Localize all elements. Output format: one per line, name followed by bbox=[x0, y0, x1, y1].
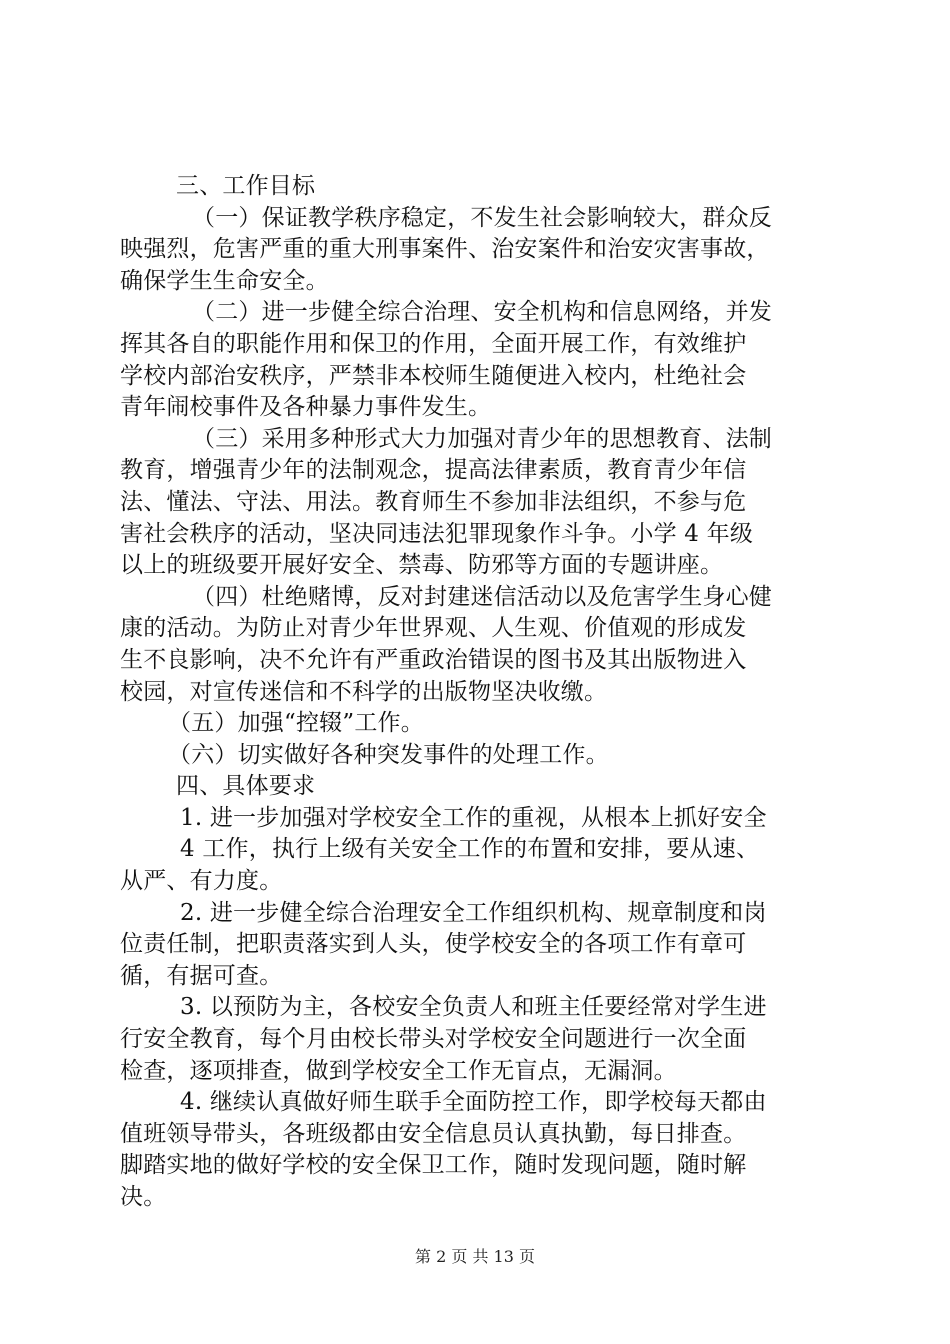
paragraph-line: 脚踏实地的做好学校的安全保卫工作，随时发现问题，随时解 bbox=[120, 1152, 747, 1179]
section-heading: 三、工作目标 bbox=[176, 173, 316, 199]
paragraph-line: 挥其各自的职能作用和保卫的作用，全面开展工作，有效维护 bbox=[120, 330, 747, 357]
page-footer: 第 2 页 共 13 页 bbox=[415, 1247, 535, 1266]
paragraph-line: 以上的班级要开展好安全、禁毒、防邪等方面的专题讲座。 bbox=[120, 552, 724, 579]
paragraph-line: 教育，增强青少年的法制观念，提高法律素质，教育青少年信 bbox=[120, 457, 747, 484]
paragraph-line: 位责任制，把职责落实到人头，使学校安全的各项工作有章可 bbox=[120, 931, 747, 958]
paragraph-line: 3. 以预防为主，各校安全负责人和班主任要经常对学生进 bbox=[180, 994, 767, 1021]
paragraph-line: 行安全教育，每个月由校长带头对学校安全问题进行一次全面 bbox=[120, 1026, 747, 1053]
paragraph-line: （三）采用多种形式大力加强对青少年的思想教育、法制 bbox=[192, 425, 772, 452]
paragraph-line: （五）加强“控辍”工作。 bbox=[168, 710, 424, 737]
paragraph-line: 检查，逐项排查，做到学校安全工作无盲点，无漏洞。 bbox=[120, 1057, 677, 1084]
paragraph-line: 确保学生生命安全。 bbox=[120, 267, 329, 294]
paragraph-line: 决。 bbox=[120, 1184, 167, 1210]
paragraph-line: 值班领导带头，各班级都由安全信息员认真执勤，每日排查。 bbox=[120, 1120, 747, 1147]
paragraph-line: （六）切实做好各种突发事件的处理工作。 bbox=[168, 741, 609, 768]
paragraph-line: 害社会秩序的活动，坚决同违法犯罪现象作斗争。小学 4 年级 bbox=[120, 520, 754, 547]
paragraph-line: 从严、有力度。 bbox=[120, 868, 283, 895]
paragraph-line: （四）杜绝赌博，反对封建迷信活动以及危害学生身心健 bbox=[192, 583, 772, 610]
paragraph-line: 康的活动。为防止对青少年世界观、人生观、价值观的形成发 bbox=[120, 615, 747, 642]
document-body bbox=[120, 171, 835, 1214]
paragraph-line: 4. 继续认真做好师生联手全面防控工作，即学校每天都由 bbox=[180, 1089, 767, 1116]
paragraph-line: 学校内部治安秩序，严禁非本校师生随便进入校内，杜绝社会 bbox=[120, 362, 747, 389]
paragraph-line: 1. 进一步加强对学校安全工作的重视，从根本上抓好安全 bbox=[180, 804, 767, 831]
paragraph-line: 循，有据可查。 bbox=[120, 962, 283, 989]
section-heading: 四、具体要求 bbox=[176, 773, 316, 800]
paragraph-line: 映强烈，危害严重的重大刑事案件、治安案件和治安灾害事故， bbox=[120, 236, 770, 263]
paragraph-line: （一）保证教学秩序稳定，不发生社会影响较大，群众反 bbox=[192, 204, 772, 231]
paragraph-line: 生不良影响，决不允许有严重政治错误的图书及其出版物进入 bbox=[120, 646, 747, 673]
paragraph-line: 校园，对宣传迷信和不科学的出版物坚决收缴。 bbox=[120, 678, 608, 705]
paragraph-line: 4 工作，执行上级有关安全工作的布置和安排，要从速、 bbox=[180, 836, 760, 863]
paragraph-line: （二）进一步健全综合治理、安全机构和信息网络，并发 bbox=[192, 299, 772, 326]
paragraph-line: 青年闹校事件及各种暴力事件发生。 bbox=[120, 394, 492, 421]
paragraph-line: 法、懂法、守法、用法。教育师生不参加非法组织，不参与危 bbox=[120, 488, 747, 515]
paragraph-line: 2. 进一步健全综合治理安全工作组织机构、规章制度和岗 bbox=[180, 899, 767, 926]
